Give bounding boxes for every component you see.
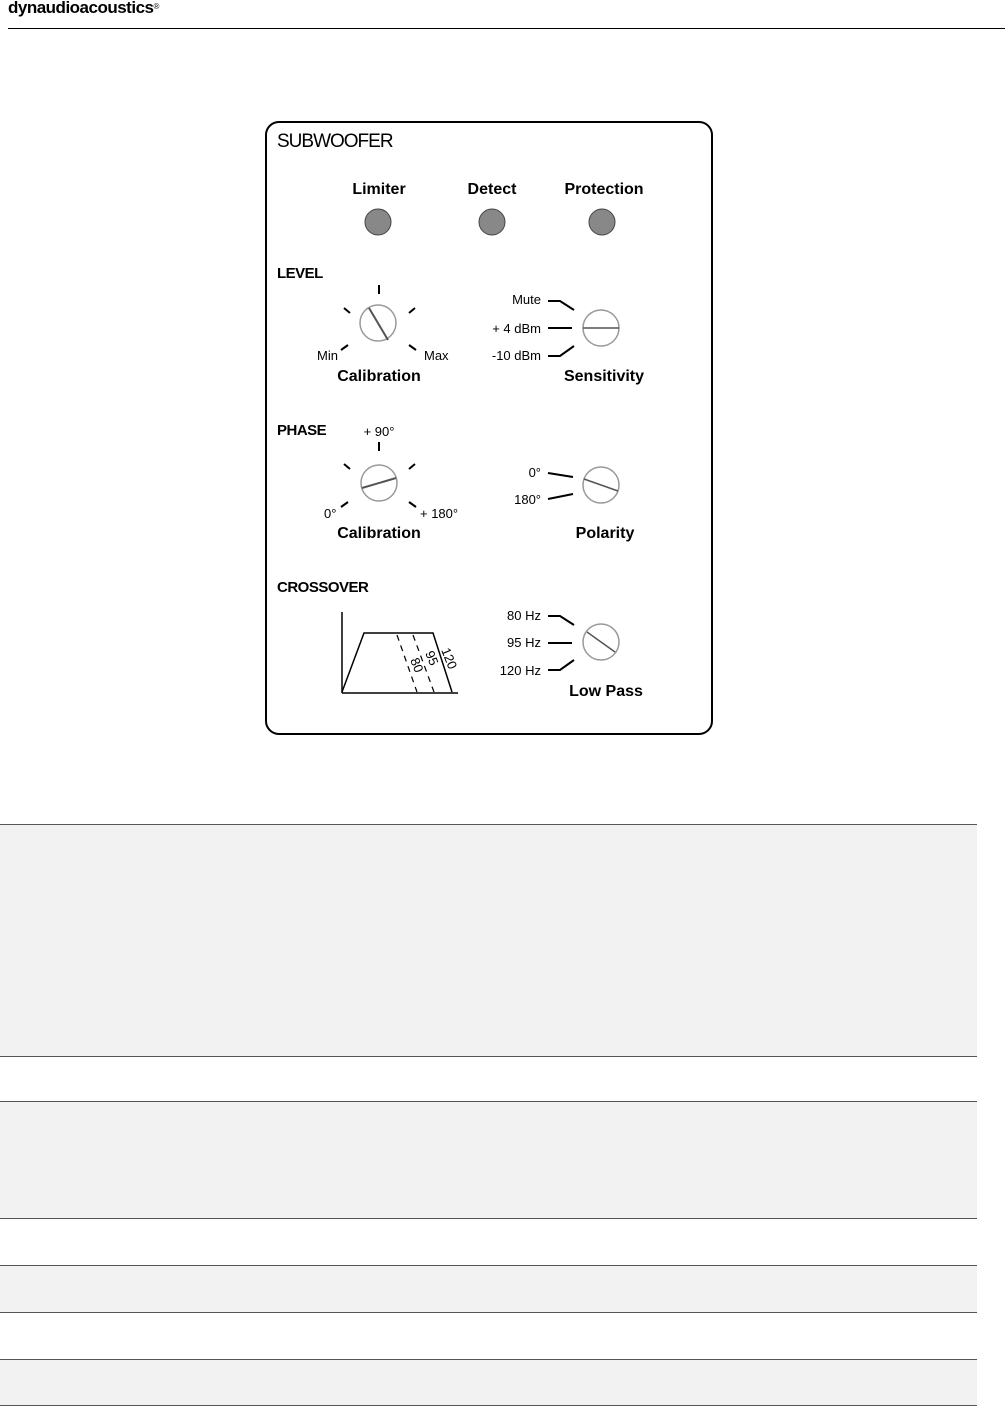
- protection-label: Protection: [564, 181, 644, 198]
- lowpass-option-95: 95 Hz: [507, 635, 541, 650]
- table-row: [0, 1312, 977, 1359]
- table-row: [0, 1359, 977, 1406]
- level-heading: LEVEL: [277, 265, 323, 282]
- protection-led: [589, 209, 615, 235]
- table-row: [0, 824, 977, 1056]
- polarity-label: Polarity: [575, 525, 635, 542]
- limiter-label: Limiter: [352, 181, 406, 198]
- table-row: [0, 1218, 977, 1265]
- lowpass-label: Low Pass: [569, 683, 643, 700]
- level-min-label: Min: [317, 348, 338, 363]
- crossover-curve-label-120: 120: [438, 645, 461, 672]
- lowpass-switch[interactable]: [548, 616, 619, 670]
- level-calibration-label: Calibration: [337, 368, 421, 385]
- phase-top-label: + 90°: [363, 424, 395, 439]
- limiter-led: [365, 209, 391, 235]
- sensitivity-label: Sensitivity: [563, 368, 645, 385]
- polarity-option-180: 180°: [514, 492, 541, 507]
- crossover-curve-label-80: 80: [407, 655, 427, 675]
- phase-heading: PHASE: [277, 422, 327, 439]
- registered-mark: ®: [153, 2, 159, 11]
- table-row: [0, 1101, 977, 1218]
- spec-table: [0, 824, 977, 1406]
- lowpass-option-80: 80 Hz: [507, 608, 541, 623]
- phase-calibration-knob[interactable]: [341, 442, 416, 507]
- panel-title: SUBWOOFER: [277, 131, 393, 152]
- sensitivity-option-mute: Mute: [512, 292, 541, 307]
- brand-name: dynaudioacoustics: [8, 0, 154, 17]
- level-calibration-knob[interactable]: [341, 285, 416, 350]
- detect-led: [479, 209, 505, 235]
- detect-label: Detect: [467, 181, 517, 198]
- table-row: [0, 1265, 977, 1312]
- sensitivity-switch[interactable]: [548, 301, 619, 356]
- polarity-switch[interactable]: [548, 467, 619, 503]
- phase-min-label: 0°: [324, 506, 337, 521]
- phase-max-label: + 180°: [420, 506, 459, 521]
- level-max-label: Max: [424, 348, 449, 363]
- phase-calibration-label: Calibration: [337, 525, 421, 542]
- lowpass-option-120: 120 Hz: [499, 663, 541, 678]
- crossover-heading: CROSSOVER: [277, 579, 369, 596]
- sensitivity-option-10dbm: -10 dBm: [491, 348, 541, 363]
- sensitivity-option-4dbm: + 4 dBm: [492, 321, 541, 336]
- polarity-option-0: 0°: [528, 465, 541, 480]
- crossover-curve-label-95: 95: [422, 648, 442, 668]
- table-row: [0, 1056, 977, 1101]
